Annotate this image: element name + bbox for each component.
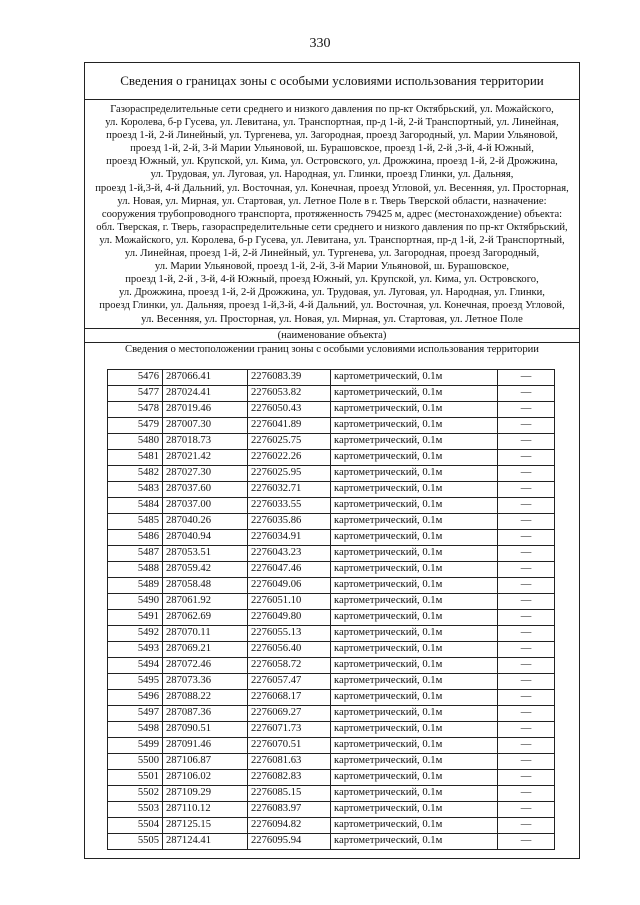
accuracy-note-cell: — — [498, 577, 555, 593]
table-row — [108, 561, 555, 577]
accuracy-note-cell: — — [498, 417, 555, 433]
accuracy-note-cell: — — [498, 609, 555, 625]
zone-boundaries-form — [84, 62, 580, 859]
method-cell: картометрический, 0.1м — [331, 401, 498, 417]
method-cell: картометрический, 0.1м — [331, 817, 498, 833]
y-coordinate-cell: 2276035.86 — [248, 513, 331, 529]
point-number-cell: 5480 — [108, 433, 163, 449]
x-coordinate-cell: 287106.87 — [163, 753, 248, 769]
method-cell: картометрический, 0.1м — [331, 721, 498, 737]
method-cell: картометрический, 0.1м — [331, 385, 498, 401]
x-coordinate-cell: 287124.41 — [163, 833, 248, 849]
point-number-cell: 5485 — [108, 513, 163, 529]
method-cell: картометрический, 0.1м — [331, 513, 498, 529]
point-number-cell: 5505 — [108, 833, 163, 849]
table-row — [108, 545, 555, 561]
y-coordinate-cell: 2276041.89 — [248, 417, 331, 433]
method-cell: картометрический, 0.1м — [331, 641, 498, 657]
table-row — [108, 737, 555, 753]
y-coordinate-cell: 2276094.82 — [248, 817, 331, 833]
x-coordinate-cell: 287062.69 — [163, 609, 248, 625]
accuracy-note-cell: — — [498, 625, 555, 641]
page-number: 330 — [309, 36, 331, 51]
method-cell: картометрический, 0.1м — [331, 481, 498, 497]
table-row — [108, 529, 555, 545]
form-title: Сведения о границах зоны с особыми условиями использования территории — [85, 63, 579, 100]
accuracy-note-cell: — — [498, 593, 555, 609]
point-number-cell: 5504 — [108, 817, 163, 833]
table-row — [108, 369, 555, 385]
y-coordinate-cell: 2276050.43 — [248, 401, 331, 417]
spacer — [85, 359, 579, 369]
description-line: сооружения трубопроводного транспорта, протяженность 79425 м, адрес (местонахождение) объекта: — [101, 208, 563, 220]
accuracy-note-cell: — — [498, 465, 555, 481]
point-number-cell: 5482 — [108, 465, 163, 481]
x-coordinate-cell: 287018.73 — [163, 433, 248, 449]
method-cell: картометрический, 0.1м — [331, 433, 498, 449]
table-row — [108, 801, 555, 817]
description-line: ул. Можайского, ул. Королева, б-р Гусева, ул. Левитана, ул. Транспортная, пр-д 1-й, 2-й Транспортный, — [99, 234, 565, 246]
point-number-cell: 5487 — [108, 545, 163, 561]
method-cell: картометрический, 0.1м — [331, 593, 498, 609]
point-number-cell: 5503 — [108, 801, 163, 817]
table-row — [108, 513, 555, 529]
table-row — [108, 433, 555, 449]
x-coordinate-cell: 287040.94 — [163, 529, 248, 545]
table-row — [108, 721, 555, 737]
point-number-cell: 5494 — [108, 657, 163, 673]
y-coordinate-cell: 2276055.13 — [248, 625, 331, 641]
table-row — [108, 577, 555, 593]
table-row — [108, 593, 555, 609]
x-coordinate-cell: 287053.51 — [163, 545, 248, 561]
x-coordinate-cell: 287021.42 — [163, 449, 248, 465]
object-name-caption: (наименование объекта) — [85, 329, 579, 343]
point-number-cell: 5486 — [108, 529, 163, 545]
accuracy-note-cell: — — [498, 657, 555, 673]
y-coordinate-cell: 2276025.75 — [248, 433, 331, 449]
accuracy-note-cell: — — [498, 529, 555, 545]
point-number-cell: 5488 — [108, 561, 163, 577]
accuracy-note-cell: — — [498, 721, 555, 737]
y-coordinate-cell: 2276069.27 — [248, 705, 331, 721]
accuracy-note-cell: — — [498, 369, 555, 385]
y-coordinate-cell: 2276051.10 — [248, 593, 331, 609]
y-coordinate-cell: 2276083.97 — [248, 801, 331, 817]
x-coordinate-cell: 287087.36 — [163, 705, 248, 721]
y-coordinate-cell: 2276056.40 — [248, 641, 331, 657]
method-cell: картометрический, 0.1м — [331, 561, 498, 577]
table-row — [108, 705, 555, 721]
x-coordinate-cell: 287088.22 — [163, 689, 248, 705]
x-coordinate-cell: 287106.02 — [163, 769, 248, 785]
x-coordinate-cell: 287058.48 — [163, 577, 248, 593]
y-coordinate-cell: 2276095.94 — [248, 833, 331, 849]
description-line: Газораспределительные сети среднего и низкого давления по пр-кт Октябрьский, ул. Можайского, — [110, 104, 554, 115]
point-number-cell: 5481 — [108, 449, 163, 465]
x-coordinate-cell: 287040.26 — [163, 513, 248, 529]
description-line: проезд Южный, ул. Крупской, ул. Кима, ул. Островского, ул. Дрожжина, проезд 1-й, 2-й Дрожжина, — [106, 156, 558, 168]
accuracy-note-cell: — — [498, 705, 555, 721]
point-number-cell: 5498 — [108, 721, 163, 737]
method-cell: картометрический, 0.1м — [331, 417, 498, 433]
point-number-cell: 5499 — [108, 737, 163, 753]
x-coordinate-cell: 287061.92 — [163, 593, 248, 609]
method-cell: картометрический, 0.1м — [331, 545, 498, 561]
x-coordinate-cell: 287059.42 — [163, 561, 248, 577]
method-cell: картометрический, 0.1м — [331, 785, 498, 801]
description-line: ул. Весенняя, ул. Просторная, ул. Новая, ул. Мирная, ул. Стартовая, ул. Летное Поле — [141, 313, 523, 325]
table-row — [108, 401, 555, 417]
point-number-cell: 5492 — [108, 625, 163, 641]
description-line: ул. Линейная, проезд 1-й, 2-й Линейный, ул. Тургенева, ул. Загородная, проезд Загородный, — [124, 248, 540, 260]
point-number-cell: 5483 — [108, 481, 163, 497]
point-number-cell: 5490 — [108, 593, 163, 609]
point-number-cell: 5489 — [108, 577, 163, 593]
x-coordinate-cell: 287073.36 — [163, 673, 248, 689]
table-row — [108, 833, 555, 849]
method-cell: картометрический, 0.1м — [331, 737, 498, 753]
table-row — [108, 385, 555, 401]
x-coordinate-cell: 287091.46 — [163, 737, 248, 753]
y-coordinate-cell: 2276049.06 — [248, 577, 331, 593]
method-cell: картометрический, 0.1м — [331, 769, 498, 785]
y-coordinate-cell: 2276033.55 — [248, 497, 331, 513]
point-number-cell: 5495 — [108, 673, 163, 689]
accuracy-note-cell: — — [498, 449, 555, 465]
y-coordinate-cell: 2276082.83 — [248, 769, 331, 785]
method-cell: картометрический, 0.1м — [331, 465, 498, 481]
description-line: ул. Марии Ульяновой, проезд 1-й, 2-й, 3-й Марии Ульяновой, ш. Бурашовское, — [154, 261, 510, 273]
point-number-cell: 5478 — [108, 401, 163, 417]
y-coordinate-cell: 2276043.23 — [248, 545, 331, 561]
method-cell: картометрический, 0.1м — [331, 577, 498, 593]
table-row — [108, 465, 555, 481]
method-cell: картометрический, 0.1м — [331, 625, 498, 641]
accuracy-note-cell: — — [498, 481, 555, 497]
x-coordinate-cell: 287027.30 — [163, 465, 248, 481]
table-row — [108, 497, 555, 513]
description-line: ул. Новая, ул. Мирная, ул. Стартовая, ул. Летное Поле в г. Тверь Тверской области, назначение: — [117, 195, 547, 207]
y-coordinate-cell: 2276058.72 — [248, 657, 331, 673]
accuracy-note-cell: — — [498, 673, 555, 689]
accuracy-note-cell: — — [498, 561, 555, 577]
method-cell: картометрический, 0.1м — [331, 705, 498, 721]
description-line: ул. Трудовая, ул. Луговая, ул. Народная, ул. Глинки, проезд Глинки, ул. Дальняя, — [150, 169, 514, 181]
x-coordinate-cell: 287109.29 — [163, 785, 248, 801]
point-number-cell: 5479 — [108, 417, 163, 433]
accuracy-note-cell: — — [498, 833, 555, 849]
y-coordinate-cell: 2276070.51 — [248, 737, 331, 753]
x-coordinate-cell: 287019.46 — [163, 401, 248, 417]
object-description — [85, 100, 579, 329]
accuracy-note-cell: — — [498, 753, 555, 769]
description-line: ул. Дрожжина, проезд 1-й, 2-й Дрожжина, ул. Трудовая, ул. Луговая, ул. Народная, ул. Глинки, — [119, 287, 545, 299]
description-line: проезд 1-й, 2-й , 3-й, 4-й Южный, проезд Южный, ул. Крупской, ул. Кима, ул. Островского, — [125, 274, 539, 286]
method-cell: картометрический, 0.1м — [331, 449, 498, 465]
point-number-cell: 5476 — [108, 369, 163, 385]
accuracy-note-cell: — — [498, 513, 555, 529]
description-line: ул. Королева, б-р Гусева, ул. Левитана, ул. Транспортная, пр-д 1-й, 2-й Транспортный, ул. Линейная, — [105, 117, 559, 129]
x-coordinate-cell: 287066.41 — [163, 369, 248, 385]
y-coordinate-cell: 2276068.17 — [248, 689, 331, 705]
table-row — [108, 817, 555, 833]
point-number-cell: 5501 — [108, 769, 163, 785]
method-cell: картометрический, 0.1м — [331, 609, 498, 625]
x-coordinate-cell: 287070.11 — [163, 625, 248, 641]
accuracy-note-cell: — — [498, 769, 555, 785]
coordinates-table — [107, 369, 555, 850]
description-line: обл. Тверская, г. Тверь, газораспределительные сети среднего и низкого давления по пр-кт Октябрьский, — [96, 221, 568, 233]
y-coordinate-cell: 2276022.26 — [248, 449, 331, 465]
accuracy-note-cell: — — [498, 401, 555, 417]
point-number-cell: 5477 — [108, 385, 163, 401]
spacer — [85, 850, 579, 858]
method-cell: картометрический, 0.1м — [331, 657, 498, 673]
x-coordinate-cell: 287110.12 — [163, 801, 248, 817]
y-coordinate-cell: 2276053.82 — [248, 385, 331, 401]
point-number-cell: 5500 — [108, 753, 163, 769]
y-coordinate-cell: 2276047.46 — [248, 561, 331, 577]
x-coordinate-cell: 287024.41 — [163, 385, 248, 401]
description-line: проезд 1-й,3-й, 4-й Дальний, ул. Восточная, ул. Конечная, проезд Угловой, ул. Весенняя, ул. Просторная, — [95, 182, 569, 194]
point-number-cell: 5496 — [108, 689, 163, 705]
table-row — [108, 417, 555, 433]
accuracy-note-cell: — — [498, 385, 555, 401]
method-cell: картометрический, 0.1м — [331, 529, 498, 545]
table-row — [108, 689, 555, 705]
point-number-cell: 5493 — [108, 641, 163, 657]
x-coordinate-cell: 287072.46 — [163, 657, 248, 673]
table-row — [108, 753, 555, 769]
method-cell: картометрический, 0.1м — [331, 369, 498, 385]
y-coordinate-cell: 2276083.39 — [248, 369, 331, 385]
x-coordinate-cell: 287007.30 — [163, 417, 248, 433]
y-coordinate-cell: 2276085.15 — [248, 785, 331, 801]
y-coordinate-cell: 2276057.47 — [248, 673, 331, 689]
table-row — [108, 641, 555, 657]
accuracy-note-cell: — — [498, 641, 555, 657]
table-row — [108, 785, 555, 801]
method-cell: картометрический, 0.1м — [331, 801, 498, 817]
description-line: проезд 1-й, 2-й, 3-й Марии Ульяновой, ш. Бурашовское, проезд 1-й, 2-й ,3-й, 4-й Южный, — [130, 143, 534, 155]
method-cell: картометрический, 0.1м — [331, 689, 498, 705]
x-coordinate-cell: 287125.15 — [163, 817, 248, 833]
table-row — [108, 609, 555, 625]
description-line: проезд Глинки, ул. Дальняя, проезд 1-й,3-й, 4-й Дальний, ул. Восточная, ул. Конечная, проезд Угловой, — [99, 300, 565, 312]
method-cell: картометрический, 0.1м — [331, 753, 498, 769]
table-row — [108, 625, 555, 641]
point-number-cell: 5502 — [108, 785, 163, 801]
point-number-cell: 5491 — [108, 609, 163, 625]
table-row — [108, 657, 555, 673]
description-line: проезд 1-й, 2-й Линейный, ул. Тургенева, ул. Загородная, проезд Загородный, ул. Марии Ульяновой, — [106, 130, 558, 142]
y-coordinate-cell: 2276071.73 — [248, 721, 331, 737]
table-row — [108, 769, 555, 785]
y-coordinate-cell: 2276034.91 — [248, 529, 331, 545]
point-number-cell: 5484 — [108, 497, 163, 513]
method-cell: картометрический, 0.1м — [331, 673, 498, 689]
table-row — [108, 481, 555, 497]
location-section-heading: Сведения о местоположении границ зоны с особыми условиями использования территории — [125, 343, 539, 355]
y-coordinate-cell: 2276032.71 — [248, 481, 331, 497]
x-coordinate-cell: 287037.60 — [163, 481, 248, 497]
x-coordinate-cell: 287069.21 — [163, 641, 248, 657]
accuracy-note-cell: — — [498, 433, 555, 449]
accuracy-note-cell: — — [498, 497, 555, 513]
accuracy-note-cell: — — [498, 785, 555, 801]
table-row — [108, 449, 555, 465]
method-cell: картометрический, 0.1м — [331, 497, 498, 513]
accuracy-note-cell: — — [498, 689, 555, 705]
accuracy-note-cell: — — [498, 817, 555, 833]
y-coordinate-cell: 2276081.63 — [248, 753, 331, 769]
point-number-cell: 5497 — [108, 705, 163, 721]
y-coordinate-cell: 2276025.95 — [248, 465, 331, 481]
accuracy-note-cell: — — [498, 737, 555, 753]
accuracy-note-cell: — — [498, 545, 555, 561]
x-coordinate-cell: 287037.00 — [163, 497, 248, 513]
accuracy-note-cell: — — [498, 801, 555, 817]
method-cell: картометрический, 0.1м — [331, 833, 498, 849]
x-coordinate-cell: 287090.51 — [163, 721, 248, 737]
y-coordinate-cell: 2276049.80 — [248, 609, 331, 625]
table-row — [108, 673, 555, 689]
